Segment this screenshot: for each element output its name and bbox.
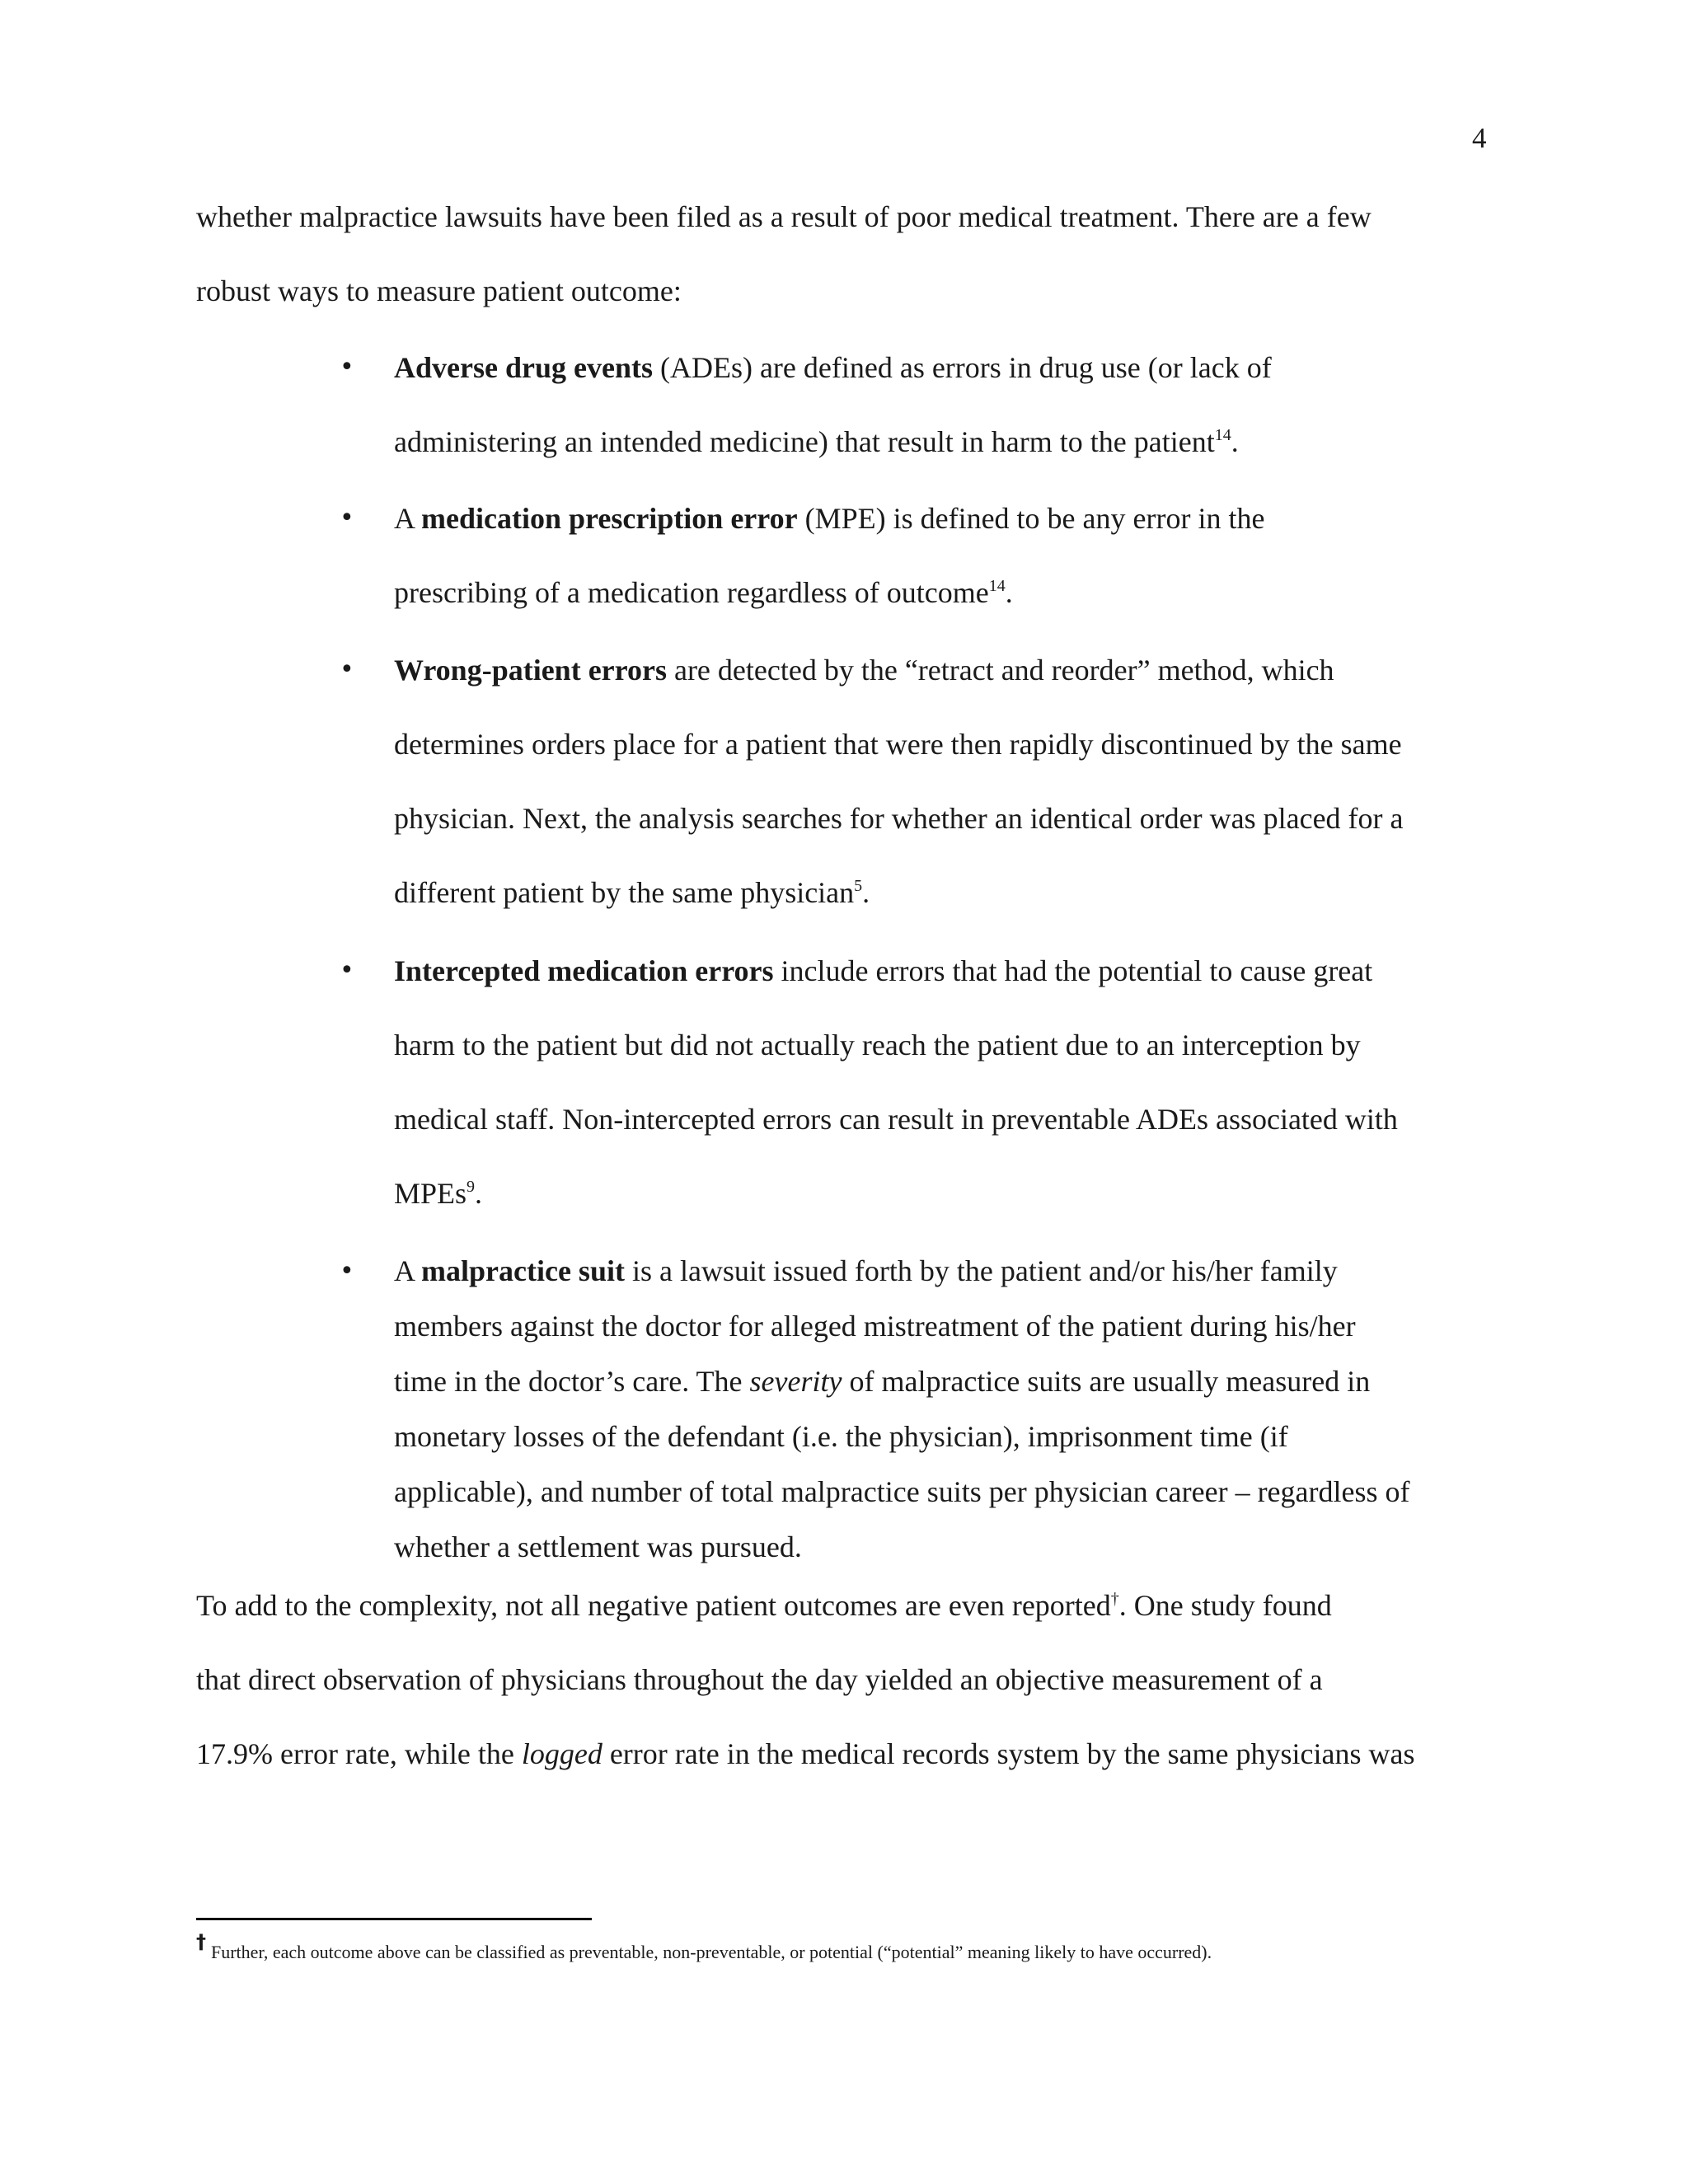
term: Wrong-patient errors [394, 654, 667, 687]
citation: 9 [467, 1178, 476, 1196]
text-line: different patient by the same physician$^5$. [394, 876, 870, 909]
list-item-adverse-drug-events [340, 330, 1490, 479]
citation: 5 [854, 877, 863, 895]
text-line: medical staff. Non-intercepted errors can result in preventable ADEs associated with [394, 1103, 1398, 1136]
text-line: robust ways to measure patient outcome: [196, 274, 682, 307]
text-line: Wrong-patient errors are detected by the “retract and reorder” method, which [394, 654, 1334, 687]
text-line: that direct observation of physicians throughout the day yielded an objective measurement of a [196, 1663, 1323, 1696]
text-line: determines orders place for a patient that were then rapidly discontinued by the same [394, 728, 1402, 761]
footnote-reference: † [1110, 1590, 1119, 1608]
term: Intercepted medication errors [394, 954, 774, 987]
list-item-medication-prescription-error [340, 481, 1490, 630]
text-line: members against the doctor for alleged mistreatment of the patient during his/her [394, 1310, 1356, 1343]
page-number: 4 [1472, 122, 1487, 154]
bullet-icon: • [340, 504, 354, 532]
term: Adverse drug events [394, 351, 653, 384]
list-item-malpractice-suit [340, 1244, 1490, 1575]
footnote-text: Further, each outcome above can be classified as preventable, non-preventable, or potential (“potential” meaning likely to have occurred). [211, 1942, 1212, 1962]
text-line: 17.9% error rate, while the logged error rate in the medical records system by the same physicians was [196, 1737, 1415, 1770]
term: medication prescription error [421, 502, 798, 535]
text-line: Adverse drug events (ADEs) are defined as errors in drug use (or lack of [394, 351, 1272, 384]
text-line: harm to the patient but did not actually reach the patient due to an interception by [394, 1029, 1361, 1062]
emphasis: severity [749, 1365, 842, 1398]
term: malpractice suit [421, 1254, 625, 1287]
emphasis: logged [521, 1737, 603, 1770]
text-line: time in the doctor’s care. The severity of malpractice suits are usually measured in [394, 1365, 1371, 1398]
text-line: A medication prescription error (MPE) is defined to be any error in the [394, 502, 1265, 535]
footnote-mark: † [196, 1930, 206, 1953]
citation: 14 [1214, 426, 1231, 444]
citation: 14 [988, 577, 1006, 595]
closing-paragraph [196, 1568, 1482, 1791]
text-line: whether a settlement was pursued. [394, 1530, 802, 1563]
text-line: To add to the complexity, not all negative patient outcomes are even reported†. One study found [196, 1589, 1332, 1622]
text-line: applicable), and number of total malpractice suits per physician career – regardless of [394, 1475, 1410, 1508]
text-line: whether malpractice lawsuits have been filed as a result of poor medical treatment. There are a few [196, 200, 1372, 233]
list-item-wrong-patient-errors [340, 633, 1490, 930]
bullet-icon: • [340, 655, 354, 684]
text-line: A malpractice suit is a lawsuit issued forth by the patient and/or his/her family [394, 1254, 1338, 1287]
bullet-icon: • [340, 956, 354, 985]
text-line: administering an intended medicine) that result in harm to the patient$^{14}$. [394, 425, 1239, 458]
bullet-icon: • [340, 353, 354, 382]
text-line: monetary losses of the defendant (i.e. the physician), imprisonment time (if [394, 1420, 1288, 1453]
intro-paragraph [196, 180, 1482, 328]
bullet-icon: • [340, 1257, 354, 1286]
footnote [196, 1930, 1212, 1963]
text-line: Intercepted medication errors include errors that had the potential to cause great [394, 954, 1373, 987]
footnote-divider [196, 1918, 592, 1920]
list-item-intercepted-medication-errors [340, 934, 1490, 1230]
text-line: MPEs$^9$. [394, 1177, 483, 1210]
text-line: physician. Next, the analysis searches for whether an identical order was placed for a [394, 802, 1404, 835]
text-line: prescribing of a medication regardless of outcome$^{14}$. [394, 576, 1013, 609]
